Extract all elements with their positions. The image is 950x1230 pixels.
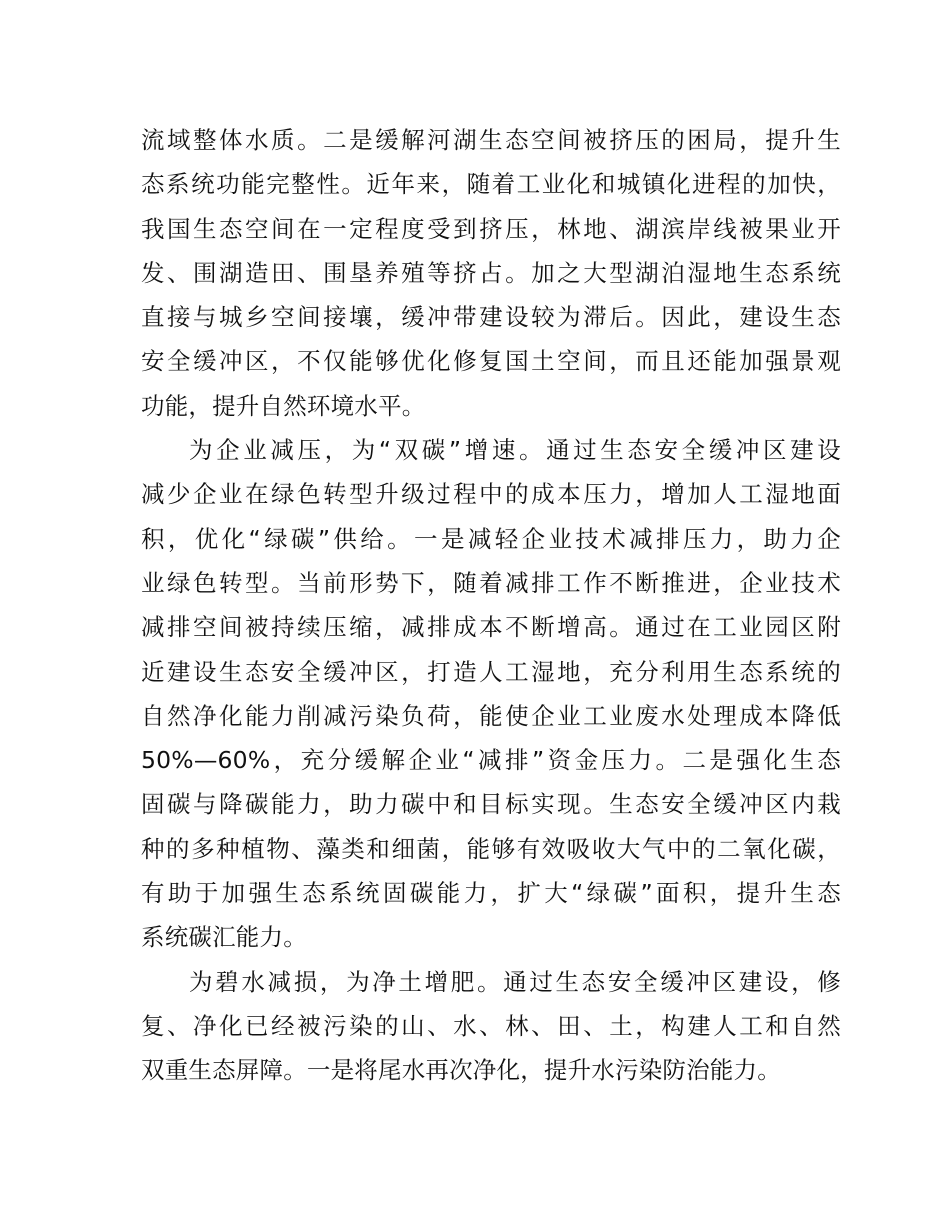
text-line: 积，优化“绿碳”供给。一是减轻企业技术减排压力，助力企 [141,524,841,553]
text-line: 近建设生态安全缓冲区，打造人工湿地，充分利用生态系统的 [141,657,841,686]
paragraph-start-line: 为企业减压，为“双碳”增速。通过生态安全缓冲区建设 [189,436,841,465]
text-line: 态系统功能完整性。近年来，随着工业化和城镇化进程的加快， [141,170,841,199]
text-line: 功能，提升自然环境水平。 [141,391,426,420]
text-line: 安全缓冲区，不仅能够优化修复国土空间，而且还能加强景观 [141,347,841,376]
text-line: 减少企业在绿色转型升级过程中的成本压力，增加人工湿地面 [141,480,841,509]
text-line: 固碳与降碳能力，助力碳中和目标实现。生态安全缓冲区内栽 [141,790,841,819]
text-line: 有助于加强生态系统固碳能力，扩大“绿碳”面积，提升生态 [141,879,841,908]
text-line: 发、围湖造田、围垦养殖等挤占。加之大型湖泊湿地生态系统 [141,258,841,287]
text-line: 业绿色转型。当前形势下，随着减排工作不断推进，企业技术 [141,568,841,597]
body-text [141,118,841,1093]
text-line: 我国生态空间在一定程度受到挤压，林地、湖滨岸线被果业开 [141,214,841,243]
text-line: 系统碳汇能力。 [141,923,307,952]
text-line: 种的多种植物、藻类和细菌，能够有效吸收大气中的二氧化碳， [141,834,841,863]
text-line: 复、净化已经被污染的山、水、林、田、土，构建人工和自然 [141,1011,841,1040]
text-line: 双重生态屏障。一是将尾水再次净化，提升水污染防治能力。 [141,1056,781,1085]
text-line: 50%—60%，充分缓解企业“减排”资金压力。二是强化生态 [141,746,841,775]
text-line: 直接与城乡空间接壤，缓冲带建设较为滞后。因此，建设生态 [141,303,841,332]
text-line: 流域整体水质。二是缓解河湖生态空间被挤压的困局，提升生 [141,126,841,154]
paragraph-start-line: 为碧水减损，为净土增肥。通过生态安全缓冲区建设，修 [189,967,841,996]
text-line: 减排空间被持续压缩，减排成本不断增高。通过在工业园区附 [141,613,841,642]
text-line: 自然净化能力削减污染负荷，能使企业工业废水处理成本降低 [141,701,841,730]
